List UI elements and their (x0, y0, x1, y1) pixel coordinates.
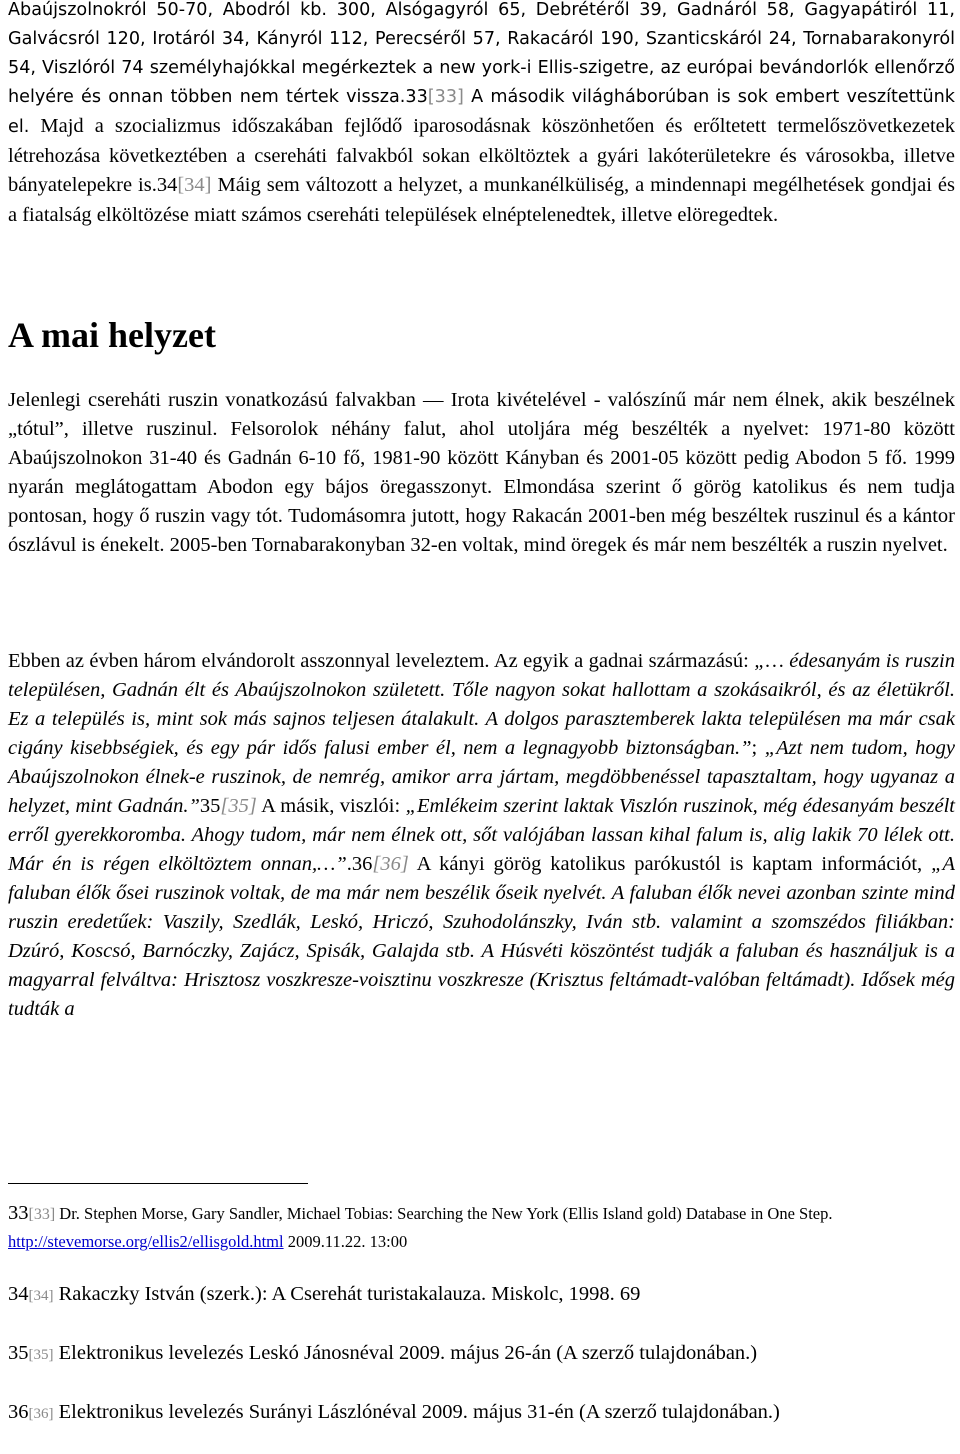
footnote-number: 35 (8, 1342, 29, 1364)
para2-end: A kányi görög katolikus parókustól is kaptam információt, (408, 853, 932, 875)
footnote-ref-34-bracket[interactable]: [34] (177, 174, 212, 197)
para2-start: Ebben az évben három elvándorolt asszonnyal leveleztem. Az egyik a gadnai származású: (8, 650, 755, 672)
footnote-35 (8, 1340, 955, 1369)
footnote-ref-35-bracket[interactable]: [35] (220, 795, 257, 817)
intro-text-4: Máig sem változott a helyzet, a munkanélküliség, a mindennapi megélhetések gondjai és a fiatalság elköltözése miatt számos csereháti települések elnéptelenedtek, illetve elöregedtek. (8, 174, 955, 227)
quote-gadna: „… édesanyám is ruszin településen, Gadnán élt és Abaújszolnokon született. Tőle nagyon sokat hallottam a szokásaikról, és az életükről. Ez a település is, mint sok más sajnos teljesen átalakult. A dolgos parasztemberek lakta településen ma már csak cigány kisebbségiek, és egy pár idős falusi ember él, nem a legnagyobb biztonságban.” (8, 650, 955, 759)
footnote-ref-36-bracket[interactable]: [36] (372, 853, 409, 875)
section-paragraph-2 (8, 647, 955, 1024)
footnote-ref-33-bracket[interactable]: [33] (427, 86, 464, 107)
para2-mid: A másik, viszlói: (256, 795, 406, 817)
para2-dot: . (346, 853, 352, 875)
quote-viszlo: „Emlékeim szerint laktak Viszlón ruszinok, még édesanyám beszélt erről gyerekkoromba. Ahogy tudom, már nem élnek ott, sőt valójában lassan kihal falum is, alig lakik 70 lélek ott. Már én is régen elköltöztem onnan,…” (8, 795, 955, 875)
section-paragraph-1: Jelenlegi csereháti ruszin vonatkozású falvakban — Irota kivételével - valószínű már nem élnek, akik beszélnek „tótul”, illetve ruszinul. Felsorolok néhány falut, ahol utoljára még beszélték a nyelvet: 1971-80 között Abaújszolnokon 31-40 és Gadnán 6-10 fő, 1981-90 között Kányban és 2001-05 között pedig Abodon 5 fő. 1999 nyarán meglátogattam Abodon egy bájos öregasszonyt. Elmondása szerint ő görög katolikus és nem tudja pontosan, hogy ő ruszin vagy tót. Tudomásomra jutott, hogy Rakacán 2001-ben még beszéltek ruszinul és a kántor ószlávul is énekelt. 2005-ben Tornabarakonyban 32-en voltak, mind öregek és már nem beszélték a ruszin nyelvet. (8, 389, 955, 556)
footnote-text: Dr. Stephen Morse, Gary Sandler, Michael Tobias: Searching the New York (Ellis Island gold) Database in One Step. (55, 1204, 833, 1223)
footnote-link[interactable]: http://stevemorse.org/ellis2/ellisgold.html (8, 1232, 284, 1251)
footnote-text: Rakaczky István (szerk.): A Cserehát turistakalauza. Miskolc, 1998. 69 (53, 1283, 641, 1305)
footnote-number: 36 (8, 1401, 29, 1423)
footnote-number: 33 (8, 1202, 29, 1224)
footnote-text: Elektronikus levelezés Surányi Lászlónéval 2009. május 31-én (A szerző tulajdonában.) (53, 1401, 780, 1423)
intro-text-2: A második világháborúban is sok embert veszítettünk el. (8, 86, 955, 137)
para2-sep: ; (751, 737, 765, 759)
intro-paragraph (8, 0, 955, 231)
footnote-ref-34[interactable]: 34 (156, 174, 178, 197)
section-heading: A mai helyzet (8, 315, 216, 355)
footnote-ref-33[interactable]: 33 (405, 86, 428, 107)
footnote-text: Elektronikus levelezés Leskó Jánosnéval 2009. május 26-án (A szerző tulajdonában.) (53, 1342, 758, 1364)
footnote-33 (8, 1200, 955, 1255)
footnote-divider (8, 1183, 308, 1184)
footnote-36 (8, 1398, 955, 1428)
intro-text-3: Majd a szocializmus időszakában fejlődő iparosodásnak köszönhetően és erőltetett termelőszövetkezetek létrehozása következtében a csereháti falvakból sokan elköltöztek a gyári lakóterületekre és városokba, illetve bányatelepekre is. (8, 114, 955, 197)
footnote-ref-35[interactable]: 35 (199, 795, 221, 817)
intro-text-1: Abaújszolnokról 50-70, Abodról kb. 300, Alsógagyról 65, Debrétéről 39, Gadnáról 58, Gagyapátiról 11, Galvácsról 120, Irotáról 34, Kányról 112, Perecséről 57, Rakacáról 190, Szanticskáról 24, Tornabarakonyról 54, Viszlóról 74 személyhajókkal megérkeztek a new york-i Ellis-szigetre, az európai bevándorlók ellenőrző helyére és onnan többen nem tértek vissza. (8, 0, 955, 107)
footnote-number-bracket: [34] (28, 1288, 54, 1304)
footnote-number: 34 (8, 1283, 29, 1305)
footnote-34 (8, 1281, 955, 1310)
footnote-number-bracket: [36] (28, 1406, 54, 1422)
footnote-number-bracket: [35] (28, 1347, 54, 1363)
quote-abaujszolnok: „Azt nem tudom, hogy Abaújszolnokon élnek-e ruszinok, de nemrég, amikor arra jártam, megdöbbenéssel tapasztaltam, hogy ugyanaz a helyzet, mint Gadnán.” (8, 737, 956, 817)
footnote-ref-36[interactable]: 36 (351, 853, 373, 875)
quote-kany: „A faluban élők ősei ruszinok voltak, de ma már nem beszélik őseik nyelvét. A faluban élők nevei azonban szinte mind ruszin eredetűek: Vaszily, Szedlák, Leskó, Hriczó, Szuhodolánszky, Iván stb. valamint a szomszédos filiákban: Dzúró, Koscsó, Barnóczky, Zajácz, Spisák, Galajda stb. A Húsvéti köszöntést tudják a faluban és használjuk is a magyarral felváltva: Hrisztosz voszkresze-voisztinu voszkresze (Krisztus feltámadt-valóban feltámadt). Idősek még tudták a (8, 853, 955, 1020)
footnote-date: 2009.11.22. 13:00 (283, 1232, 408, 1251)
footnote-number-bracket: [33] (28, 1206, 56, 1223)
